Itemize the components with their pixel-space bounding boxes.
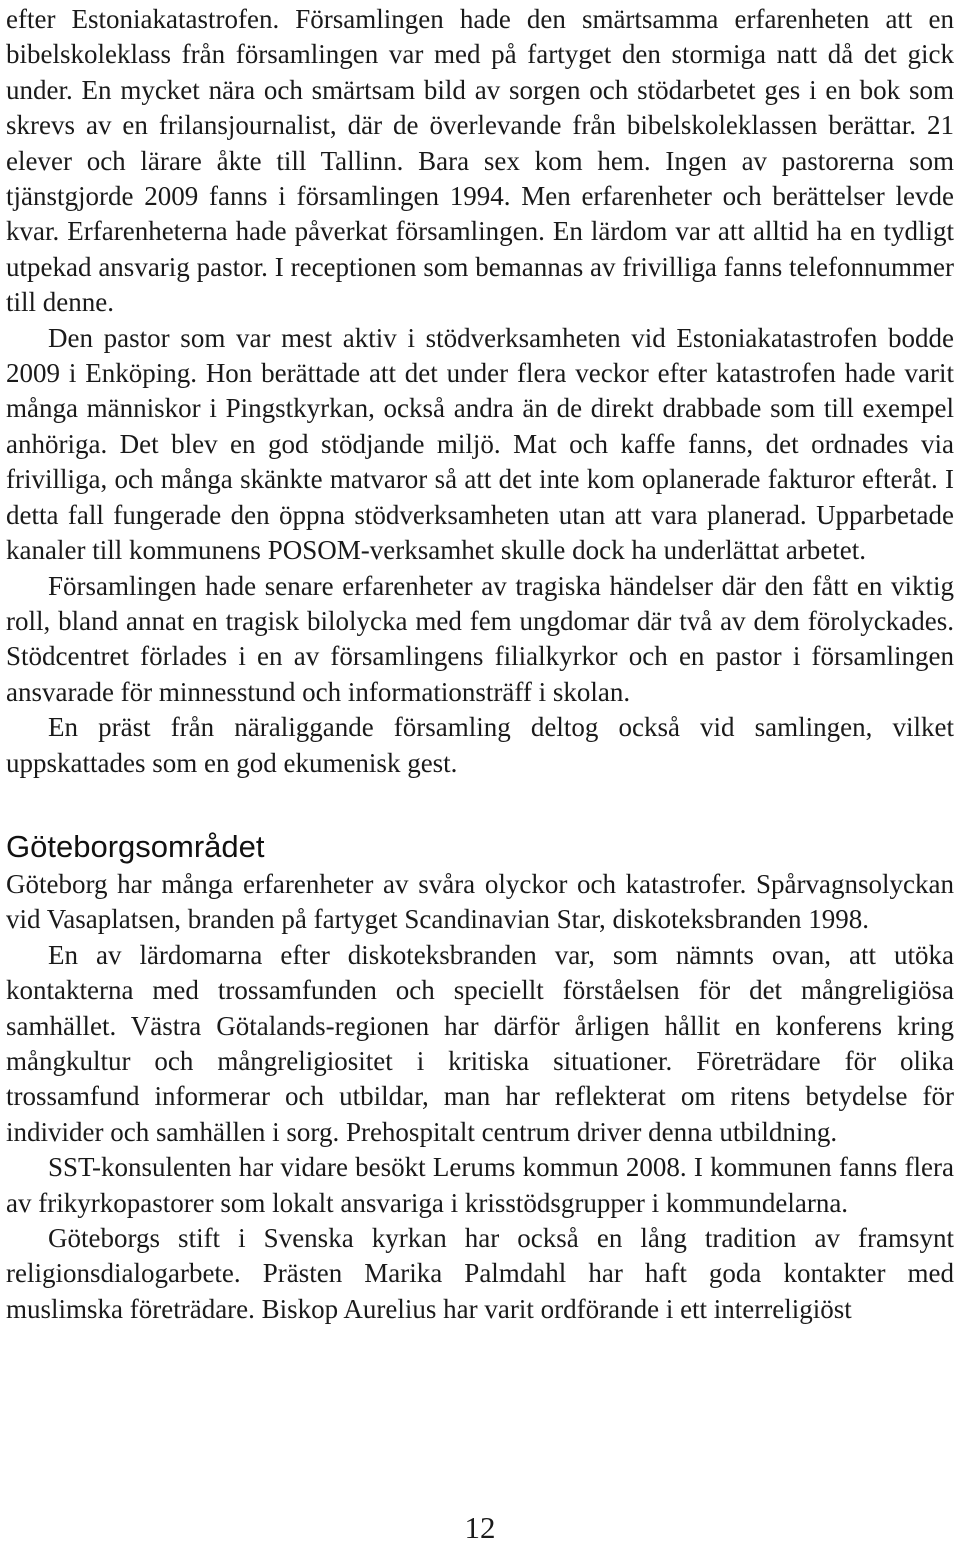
document-page: [6, 2, 954, 1327]
paragraph-later-experiences: Församlingen hade senare erfarenheter av tragiska händelser där den fått en viktig roll, bland annat en tragisk bilolycka med fem ungdomar där två av dem förolyckades. Stödcentret förlades i en av församlingens filialkyrkor och en pastor i församlingen ansvarade för minnesstund och informationsträff i skolan.: [6, 570, 954, 707]
paragraph-diocese-dialogue: Göteborgs stift i Svenska kyrkan har också en lång tradition av framsynt religionsdialogarbete. Prästen Marika Palmdahl har haft goda kontakter med muslimska företrädare. Biskop Aurelius har varit ordförande i ett interreligiöst: [6, 1223, 954, 1324]
paragraph-estonia-continuation: efter Estoniakatastrofen. Församlingen hade den smärtsamma erfarenheten att en bibelskoleklass från församlingen var med på fartyget den stormiga natt då det gick under. En mycket nära och smärtsam bild av sorgen och stödarbetet ges i en bok som skrevs av en frilansjournalist, där de överlevande från bibelskoleklassen berättar. 21 elever och lärare åkte till Tallinn. Bara sex kom hem. Ingen av pastorerna som tjänstgjorde 2009 fanns i församlingen 1994. Men erfarenheter och berättelser levde kvar. Erfarenheterna hade påverkat församlingen. En lärdom var att alltid ha en tydligt utpekad ansvarig pastor. I receptionen som bemannas av frivilliga fanns telefonnummer till denne.: [6, 4, 954, 318]
paragraph-pastor-enkoping: Den pastor som var mest aktiv i stödverksamheten vid Estoniakatastrofen bodde 2009 i Enköping. Hon berättade att det under flera veckor efter katastrofen hade varit många människor i Pingstkyrkan, också andra än de direkt drabbade som till exempel anhöriga. Det blev en god stödjande miljö. Mat och kaffe fanns, det ordnades via frivilliga, och många skänkte matvaror så att det inte kom oplanerade fakturor efteråt. I detta fall fungerade den öppna stödverksamheten utan att vara planerad. Upparbetade kanaler till kommunens POSOM-verksamhet skulle dock ha underlättat arbetet.: [6, 322, 954, 566]
section-text-block: [6, 867, 954, 1327]
page-number: 12: [464, 1510, 496, 1545]
paragraph-ecumenical-gesture: En präst från näraliggande församling deltog också vid samlingen, vilket uppskattades som en god ekumenisk gest.: [6, 712, 954, 778]
paragraph-lessons-learned: En av lärdomarna efter diskoteksbranden var, som nämnts ovan, att utöka kontakterna med trossamfunden och speciellt förståelsen för det mångreligiösa samhället. Västra Götalands-regionen har därför årligen hållit en konferens kring mångkultur och mångreligiositet i kritiska situationer. Företrädare för olika trossamfund informerar och utbildar, man har reflekterat om ritens betydelse för individer och samhällen i sorg. Prehospitalt centrum driver denna utbildning.: [6, 939, 954, 1147]
top-text-block: [6, 2, 954, 781]
paragraph-goteborg-intro: Göteborg har många erfarenheter av svåra olyckor och katastrofer. Spårvagnsolyckan vid Vasaplatsen, branden på fartyget Scandinavian Star, diskoteksbranden 1998.: [6, 868, 954, 935]
section-heading: Göteborgsområdet: [6, 828, 265, 864]
paragraph-lerum-visit: SST-konsulenten har vidare besökt Lerums kommun 2008. I kommunen fanns flera av frikyrkopastorer som lokalt ansvariga i krisstödsgrupper i kommundelarna.: [6, 1152, 954, 1218]
